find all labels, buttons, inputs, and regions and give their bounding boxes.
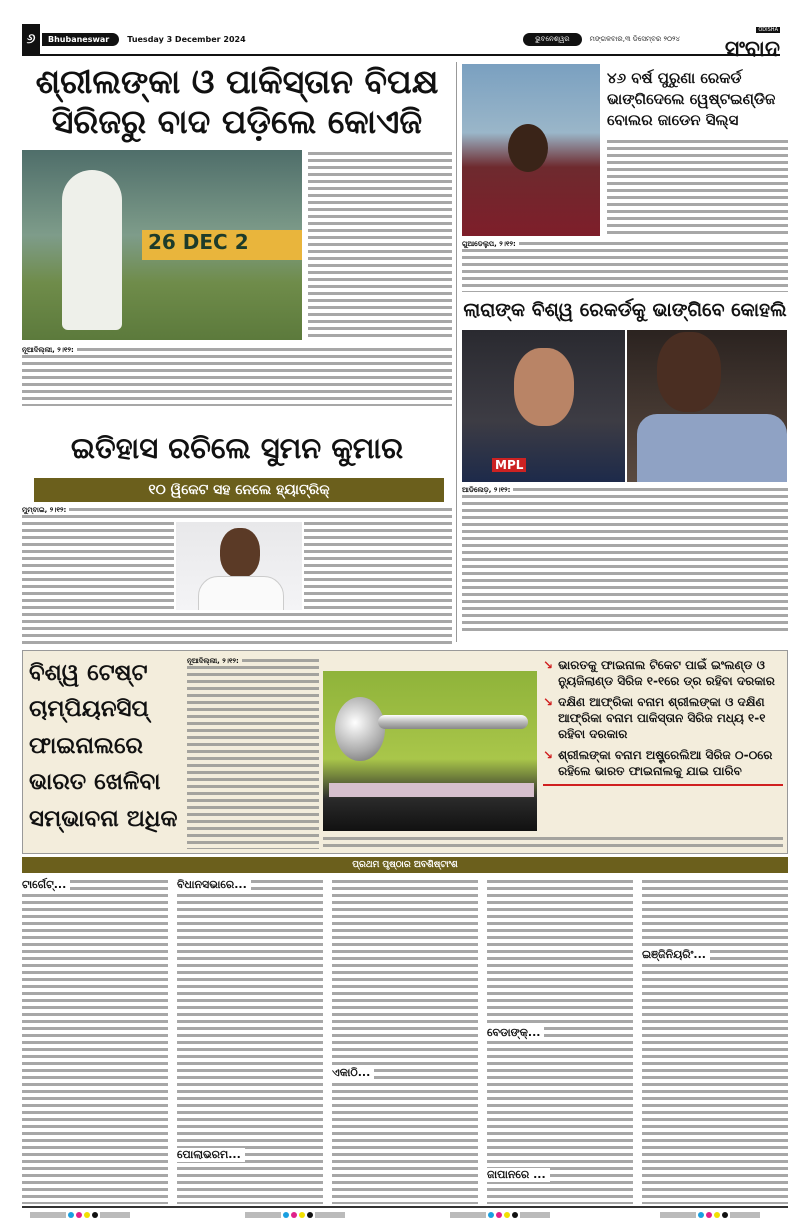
story-wtc (22, 650, 788, 854)
banner-text: 26 DEC 2 (148, 230, 249, 254)
trophy-base (329, 783, 534, 797)
bullet-2 (543, 694, 783, 742)
section-ekathi: ଏକାଠି... (332, 1066, 374, 1080)
continued-columns (22, 878, 788, 1208)
story-seales (462, 64, 788, 294)
page-header (22, 24, 780, 62)
header-right (523, 24, 680, 54)
story3-body (462, 486, 788, 634)
trophy-photo (323, 671, 537, 831)
lara-suit (637, 414, 787, 482)
city-or: ଭୁବନେଶ୍ୱର (523, 33, 581, 46)
dateline: ଗୁଆଡେଲୁପ, ୨।୧୨: (462, 240, 519, 249)
story-suman (22, 426, 452, 648)
date-en: Tuesday 3 December 2024 (127, 34, 246, 44)
continued-bar (22, 857, 788, 873)
key-points (543, 657, 783, 788)
dateline: ନୂଆଦିଲ୍ଲୀ, ୨।୧୨: (22, 346, 77, 355)
logo (688, 16, 780, 62)
lara-face (657, 332, 721, 412)
logo-tag: ODISHA (758, 27, 778, 33)
headline: ବିଶ୍ୱ ଟେଷ୍ଟ ଚାମ୍ପିୟନସିପ୍ ଫାଇନାଲରେ ଭାରତ ଖେଳିବା ସମ୍ଭାବନା ଅଧିକ (29, 655, 183, 849)
kohli-face (514, 348, 574, 426)
footer-rule (22, 1206, 788, 1208)
city-en: Bhubaneswar (42, 33, 119, 46)
lara-photo (627, 330, 787, 482)
dateline: ଆଡିଲେଡ଼, ୨।୧୨: (462, 486, 513, 495)
col-4 (487, 878, 633, 1204)
headline: ଶ୍ରୀଲଙ୍କା ଓ ପାକିସ୍ତାନ ବିପକ୍ଷ ସିରିଜରୁ ବାଦ ପଡ଼ିଲେ କୋଏଜି (35, 62, 439, 141)
headline: ୪୬ ବର୍ଷ ପୁରୁଣା ରେକର୍ଡ ଭାଙ୍ଗିଦେଲେ ୱେଷ୍ଟଇଣ୍ଡିଜ ବୋଲର ଜାଡେନ ସିଲ୍ସ (607, 69, 776, 129)
date-or: ମଙ୍ଗଳବାର,୩ ଡିସେମ୍ବର ୨୦୨୪ (589, 34, 680, 43)
trophy-mace (378, 715, 528, 729)
bullet-3 (543, 747, 783, 779)
continued-title: ପ୍ରଥମ ପୃଷ୍ଠାର ଅବଶିଷ୍ଟାଂଶ (352, 860, 458, 870)
column-divider (456, 62, 457, 642)
color-register-mark (245, 1212, 345, 1218)
col-5 (642, 878, 788, 1204)
page-number: ୬ (22, 24, 40, 54)
col-1 (22, 878, 168, 1204)
story-koetzee (22, 62, 452, 422)
logo-text: ସଂବାଦ (724, 37, 780, 62)
col-3 (332, 878, 478, 1204)
kohli-photo (462, 330, 625, 482)
section-polavaram: ପୋଲାଭରମ... (177, 1148, 245, 1162)
story1-body (22, 346, 452, 406)
suman-face (220, 528, 260, 578)
player-figure (62, 170, 122, 330)
header-left (22, 24, 246, 54)
bowler-photo (22, 150, 302, 340)
subhead-bar: ୧୦ ୱିକେଟ ସହ ନେଲେ ହ୍ୟାଟ୍ରିକ୍ (34, 478, 444, 502)
section-japan: ଜାପାନରେ ... (487, 1168, 550, 1182)
story1-body-right (308, 150, 452, 340)
story5-body-bottom (323, 835, 783, 851)
section-bedank: ବେଡାଙ୍କ୍... (487, 1026, 544, 1040)
color-register-mark (30, 1212, 130, 1218)
color-register-mark (450, 1212, 550, 1218)
jersey-logo: MPL (492, 458, 526, 472)
story-kohli (460, 296, 790, 646)
suman-shirt (198, 576, 284, 612)
dateline: ନୂଆଦିଲ୍ଲୀ, ୨।୧୨: (187, 657, 242, 666)
player-head (508, 124, 548, 172)
section-engineering: ଇଞ୍ଜିନିୟରିଂ... (642, 948, 710, 962)
bullet-text: ଭାରତକୁ ଫାଇନାଲ ଟିକେଟ ପାଇଁ ଇଂଲଣ୍ଡ ଓ ନ୍ୟୁଜିଲାଣ୍ଡ ସିରିଜ ୧-୧ରେ ଡ୍ର ରହିବା ଦରକାର (558, 658, 775, 688)
bullet-text: ଶ୍ରୀଲଙ୍କା ବନାମ ଅଷ୍ଟ୍ରେଲିଆ ସିରିଜ ୦-୦ରେ ରହିଲେ ଭାରତ ଫାଇନାଲକୁ ଯାଇ ପାରିବ (558, 748, 773, 778)
stadium-banner (142, 230, 302, 260)
arrow-icon: ↘ (543, 695, 554, 709)
section-assembly: ବିଧାନସଭାରେ... (177, 878, 251, 892)
arrow-icon: ↘ (543, 658, 554, 672)
story5-body-left (187, 657, 319, 849)
headline: ଲାରାଙ୍କ ବିଶ୍ୱ ରେକର୍ଡକୁ ଭାଙ୍ଗିବେ କୋହଲି (463, 299, 787, 321)
headline: ଇତିହାସ ରଚିଲେ ସୁମନ କୁମାର (70, 431, 404, 465)
bullet-text: ଦକ୍ଷିଣ ଆଫ୍ରିକା ବନାମ ଶ୍ରୀଲଙ୍କା ଓ ଦକ୍ଷିଣ ଆଫ୍ରିକା ବନାମ ପାକିସ୍ତାନ ସିରିଜ ମଧ୍ୟ ୧-୧ ରହିବା ଦରକାର (558, 695, 766, 741)
bullet-1 (543, 657, 783, 689)
color-register-mark (660, 1212, 760, 1218)
story2-body-right (607, 138, 788, 236)
red-rule (543, 784, 783, 786)
seales-photo (462, 64, 600, 236)
section-target: ଟାର୍ଗେଟ୍... (22, 878, 70, 892)
trophy-globe (335, 697, 385, 761)
arrow-icon: ↘ (543, 748, 554, 762)
dateline: ମୁମ୍ବାଇ, ୨।୧୨: (22, 506, 69, 515)
suman-photo (174, 520, 304, 612)
